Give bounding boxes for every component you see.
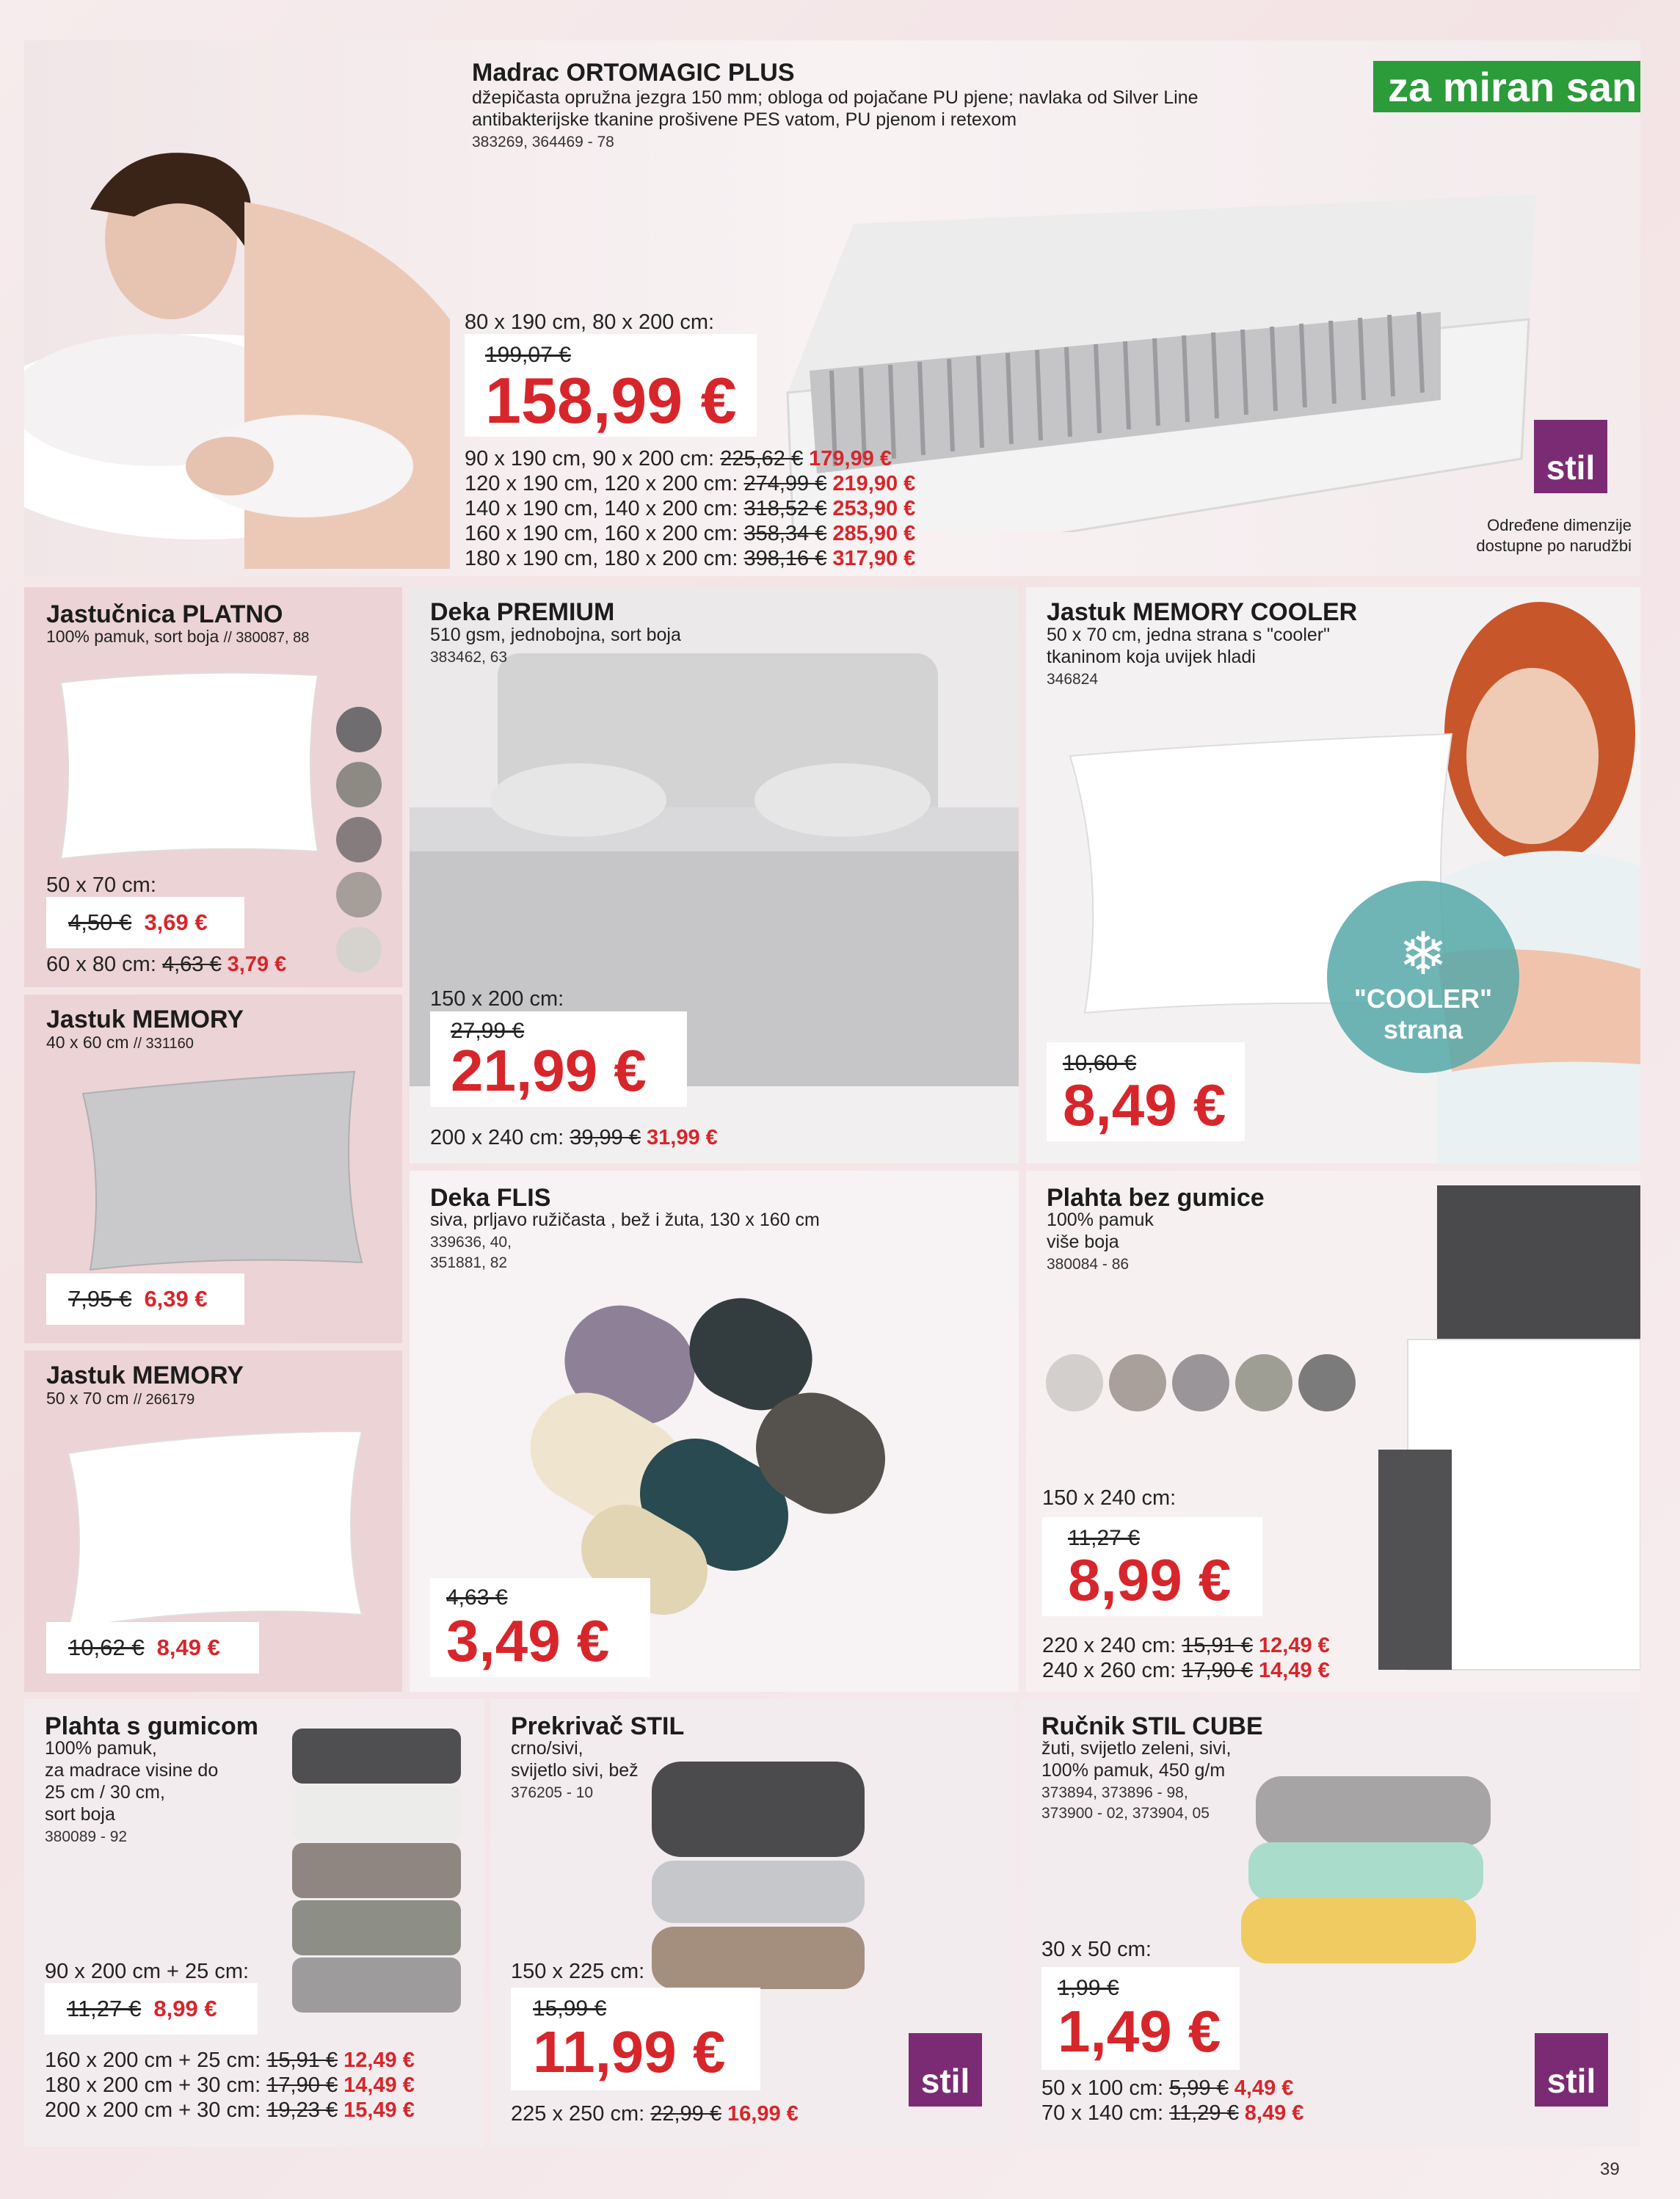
mattress-title: Madrac ORTOMAGIC PLUS [472,59,795,87]
premium-panel [410,587,1019,1163]
plahta-title: Plahta bez gumice [1047,1184,1265,1212]
memory1-price-box: 7,95 € 6,39 € [46,1273,244,1325]
memory2-panel [24,1351,402,1692]
banner-za-miran-san [1373,61,1640,112]
plahta-panel [1026,1171,1640,1692]
platno-size-2: 60 x 80 cm: 4,63 € 3,79 € [46,953,287,976]
platno-desc: 100% pamuk, sort boja // 380087, 88 [46,627,310,646]
fitted-sheets-stack-image [285,1721,476,2015]
prekrivac-price: 11,99 € [533,2019,726,2084]
gumica-code: 380089 - 92 [45,1828,128,1845]
gumica-variant-1: 160 x 200 cm + 25 cm: 15,91 € 12,49 € [45,2049,415,2072]
cooler-panel [1026,587,1640,1163]
flis-code-1: 339636, 40, [430,1234,512,1251]
stil-logo-prekrivac: stil [909,2033,982,2107]
stil-logo-rucnik: stil [1535,2033,1608,2107]
plahta-price-box [1042,1517,1262,1616]
mattress-variant-1: 90 x 190 cm, 90 x 200 cm: 225,62 € 179,99 € [465,447,892,470]
platno-swatch-3 [336,817,382,862]
mattress-note-2: dostupne po narudžbi [1476,537,1632,555]
memory1-panel [24,995,402,1343]
prekrivac-old-price: 15,99 € [533,1996,607,2021]
prekrivac-title: Prekrivač STIL [511,1712,685,1740]
gumica-price-box: 11,27 € 8,99 € [45,1983,258,2035]
gumica-size: 90 x 200 cm + 25 cm: [45,1960,250,1983]
prekrivac-size: 150 x 225 cm: [511,1960,645,1983]
premium-title: Deka PREMIUM [430,598,615,626]
mattress-note-1: Određene dimenzije [1487,516,1632,534]
flis-old-price: 4,63 € [446,1585,508,1610]
sleeping-woman-image [24,55,479,569]
rucnik-code-1: 373894, 373896 - 98, [1041,1784,1188,1801]
gumica-desc-1: 100% pamuk, [45,1738,157,1759]
memory2-desc: 50 x 70 cm // 266179 [46,1389,195,1408]
cooler-old-price: 10,60 € [1063,1051,1137,1075]
memory1-title: Jastuk MEMORY [46,1006,244,1033]
prekrivac-panel [490,1699,1015,2147]
rucnik-title: Ručnik STIL CUBE [1041,1712,1263,1740]
rucnik-variant-1: 50 x 100 cm: 5,99 € 4,49 € [1041,2076,1294,2100]
gumica-desc-2: za madrace visine do [45,1760,219,1781]
gumica-variant-3: 200 x 200 cm + 30 cm: 19,23 € 15,49 € [45,2098,415,2122]
plahta-swatch-5 [1298,1354,1356,1411]
cooler-badge-text-2: strana [1383,1014,1463,1044]
rucnik-panel [1021,1699,1640,2147]
platno-title: Jastučnica PLATNO [46,600,283,628]
flis-desc: siva, prljavo ružičasta , bež i žuta, 130 x 160 cm [430,1210,820,1230]
cooler-title: Jastuk MEMORY COOLER [1047,598,1358,626]
platno-swatch-4 [336,872,382,917]
rucnik-code-2: 373900 - 02, 373904, 05 [1041,1805,1210,1822]
mattress-desc-1: džepičasta opružna jezgra 150 mm; obloga od pojačane PU pjene; navlaka od Silver Line [472,87,1199,108]
plahta-swatch-1 [1046,1354,1103,1411]
gumica-variant-2: 180 x 200 cm + 30 cm: 17,90 € 14,49 € [45,2073,415,2097]
mattress-variant-4: 160 x 190 cm, 160 x 200 cm: 358,34 € 285,90 € [465,522,916,545]
plahta-size: 150 x 240 cm: [1042,1486,1177,1510]
plahta-desc-1: 100% pamuk [1047,1210,1154,1230]
memory2-title: Jastuk MEMORY [46,1362,244,1389]
rucnik-old-price: 1,99 € [1058,1976,1119,2000]
cooler-desc-1: 50 x 70 cm, jedna strana s "cooler" [1047,625,1330,645]
premium-price: 21,99 € [451,1038,647,1103]
platno-size: 50 x 70 cm: [46,873,156,897]
premium-code: 383462, 63 [430,649,508,666]
cooler-code: 346824 [1047,671,1099,688]
premium-size-2: 200 x 240 cm: 39,99 € 31,99 € [430,1126,718,1149]
platno-swatch-5 [336,927,382,973]
mattress-code: 383269, 364469 - 78 [472,134,614,150]
mattress-desc-2: antibakterijske tkanine prošivene PES vatom, PU pjenom i retexom [472,109,1017,130]
stil-logo: stil [1534,420,1607,493]
gumica-desc-3: 25 cm / 30 cm, [45,1782,165,1803]
flis-panel [410,1171,1019,1692]
prekrivac-desc-2: svijetlo sivi, bež [511,1760,639,1781]
banner-text: za miran san [1388,63,1637,110]
mattress-old-price: 199,07 € [485,343,571,367]
rucnik-price-box [1041,1967,1240,2070]
platno-swatch-2 [336,762,382,807]
rucnik-desc-1: žuti, svijetlo zeleni, sivi, [1041,1738,1232,1759]
prekrivac-price-box [511,1988,760,2090]
plahta-code: 380084 - 86 [1047,1256,1130,1273]
plahta-swatch-3 [1172,1354,1229,1411]
gumica-title: Plahta s gumicom [45,1712,258,1740]
flis-code-2: 351881, 82 [430,1254,508,1271]
rucnik-size: 30 x 50 cm: [1041,1938,1152,1961]
mattress-price-box [465,334,757,437]
bedspread-stack-image [637,1740,879,2004]
plahta-desc-2: više boja [1047,1232,1119,1252]
mattress-price: 158,99 € [485,364,737,437]
rucnik-variant-2: 70 x 140 cm: 11,29 € 8,49 € [1041,2101,1304,2125]
premium-size: 150 x 200 cm: [430,987,564,1011]
snowflake-icon: ❄ [1398,921,1448,986]
rucnik-desc-2: 100% pamuk, 450 g/m [1041,1760,1226,1781]
flis-price-box [430,1578,650,1677]
fleece-rolls-image [520,1281,931,1618]
gumica-panel [24,1699,484,2147]
gumica-desc-4: sort boja [45,1804,115,1825]
memory2-price-box: 10,62 € 8,49 € [46,1622,259,1673]
prekrivac-size-2: 225 x 250 cm: 22,99 € 16,99 € [511,2102,799,2126]
plahta-swatch-4 [1235,1354,1292,1411]
platno-price-box: 4,50 € 3,69 € [46,897,244,948]
cooler-price-box [1047,1042,1245,1141]
page-number: 39 [1600,2159,1620,2179]
plahta-price: 8,99 € [1068,1547,1232,1613]
cooler-desc-2: tkaninom koja uvijek hladi [1047,647,1256,667]
mattress-variant-3: 140 x 190 cm, 140 x 200 cm: 318,52 € 253,90 € [465,497,916,520]
premium-desc: 510 gsm, jednobojna, sort boja [430,625,681,645]
memory-pillow-white-image [54,1417,377,1637]
plahta-old-price: 11,27 € [1068,1526,1140,1550]
rucnik-price: 1,49 € [1058,1999,1221,2064]
premium-price-box [430,1011,687,1107]
premium-old-price: 27,99 € [451,1019,525,1043]
platno-panel [24,587,402,987]
flis-title: Deka FLIS [430,1184,551,1212]
memory-pillow-grey-image [68,1064,377,1284]
mattress-size: 80 x 190 cm, 80 x 200 cm: [465,310,715,334]
mattress-variant-5: 180 x 190 cm, 180 x 200 cm: 398,16 € 317,90 € [465,547,916,570]
mattress-panel [24,40,1640,576]
prekrivac-code: 376205 - 10 [511,1784,594,1801]
plahta-swatch-2 [1109,1354,1166,1411]
mattress-variant-2: 120 x 190 cm, 120 x 200 cm: 274,99 € 219,90 € [465,472,916,495]
flis-price: 3,49 € [446,1608,610,1673]
cooler-badge [1327,881,1519,1073]
memory1-desc: 40 x 60 cm // 331160 [46,1033,194,1052]
plahta-variant-1: 220 x 240 cm: 15,91 € 12,49 € [1042,1634,1330,1657]
towel-stack-image [1241,1762,1505,1982]
cooler-price: 8,49 € [1063,1072,1226,1138]
platno-swatch-1 [336,707,382,752]
cooler-badge-text-1: "COOLER" [1353,984,1493,1014]
pillowcase-image [46,661,325,866]
plahta-variant-2: 240 x 260 cm: 17,90 € 14,49 € [1042,1659,1330,1682]
prekrivac-desc-1: crno/sivi, [511,1738,583,1759]
